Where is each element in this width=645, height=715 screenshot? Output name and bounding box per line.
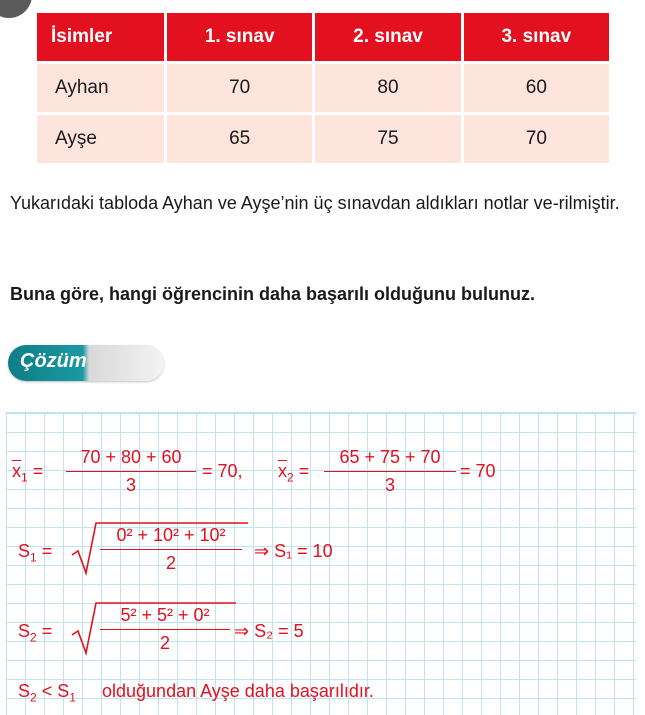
cell-score: 60: [464, 64, 609, 112]
conclusion-inequality: $S_2 < S_1$: [18, 681, 76, 705]
problem-question: Buna göre, hangi öğrencinin daha başarılı olduğunu bulunuz.: [10, 284, 536, 304]
header-exam-2: 2. sınav: [315, 13, 460, 61]
cell-score: 80: [315, 64, 460, 112]
s2-radicand: 5² + 5² + 0²: [120, 605, 210, 625]
mean1-denominator: 3: [66, 471, 196, 496]
mean-symbol-1: $\overline{x}_1$ =: [12, 461, 44, 485]
cell-score: 65: [167, 115, 312, 163]
mean-fraction-2: [324, 447, 456, 496]
s1-result: ⇒ S₁ = 10: [254, 541, 333, 561]
table-row: [37, 115, 609, 163]
cell-score: 75: [315, 115, 460, 163]
corner-badge: [0, 0, 32, 18]
solution-grid: [6, 412, 636, 715]
mean-fraction-1: [66, 447, 196, 496]
header-exam-1: 1. sınav: [167, 13, 312, 61]
scores-table: [34, 10, 612, 166]
s1-symbol: $S_1$ =: [18, 541, 53, 565]
solution-tag: [8, 345, 164, 381]
mean1-numerator: 70 + 80 + 60: [80, 447, 182, 467]
conclusion-text: olduğundan Ayşe daha başarılıdır.: [102, 681, 374, 701]
s1-fraction: [100, 525, 242, 574]
cell-score: 70: [464, 115, 609, 163]
mean2-result: = 70: [460, 461, 496, 481]
mean2-denominator: 3: [324, 471, 456, 496]
s1-denominator: 2: [100, 549, 242, 574]
mean1-result: = 70,: [202, 461, 243, 481]
s2-denominator: 2: [100, 629, 230, 654]
solution-label: Çözüm: [20, 350, 87, 372]
s2-result: ⇒ S₂ = 5: [234, 621, 304, 641]
s1-radicand: 0² + 10² + 10²: [116, 525, 226, 545]
cell-name: Ayhan: [37, 64, 164, 112]
cell-name: Ayşe: [37, 115, 164, 163]
mean-symbol-2: $\overline{x}_2$ =: [278, 461, 310, 485]
mean2-numerator: 65 + 75 + 70: [339, 447, 441, 467]
table-header-row: [37, 13, 609, 61]
s2-symbol: $S_2$ =: [18, 621, 53, 645]
problem-description: Yukarıdaki tabloda Ayhan ve Ayşe’nin üç sınavdan aldıkları notlar ve-rilmiştir.: [10, 193, 620, 213]
header-exam-3: 3. sınav: [464, 13, 609, 61]
table-row: [37, 64, 609, 112]
header-names: İsimler: [37, 13, 164, 61]
s2-fraction: [100, 605, 230, 654]
cell-score: 70: [167, 64, 312, 112]
